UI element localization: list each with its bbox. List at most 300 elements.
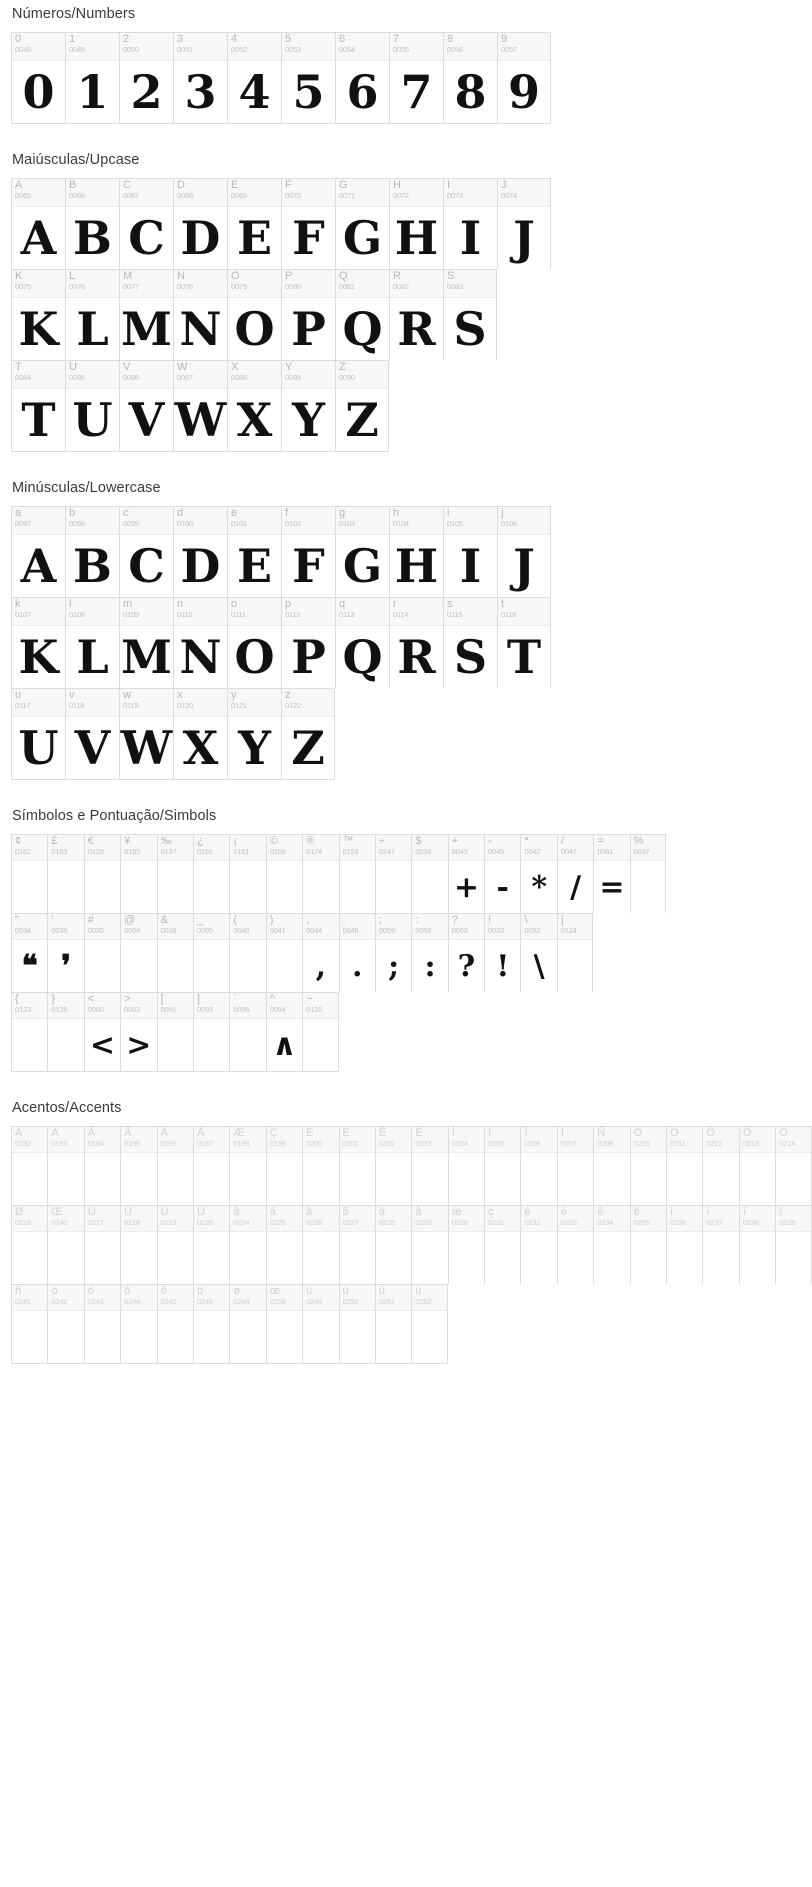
glyph-code-label: 0115 bbox=[447, 610, 463, 619]
glyph-code-label: 0128 bbox=[87, 847, 104, 856]
glyph-cell[interactable] bbox=[557, 1126, 593, 1205]
glyph-cell[interactable] bbox=[173, 269, 227, 360]
glyph-code-label: 0162 bbox=[15, 847, 31, 856]
glyph-preview: G bbox=[342, 539, 383, 593]
glyph-character-label: ú bbox=[342, 1285, 349, 1297]
glyph-character-label: [ bbox=[160, 993, 164, 1005]
glyph-character-label: ? bbox=[451, 914, 458, 926]
glyph-code-label: 0197 bbox=[196, 1139, 213, 1148]
glyph-code-label: 0191 bbox=[196, 847, 213, 856]
glyph-meta bbox=[120, 598, 173, 626]
glyph-cell[interactable] bbox=[389, 506, 443, 597]
glyph-cell[interactable] bbox=[11, 506, 65, 597]
glyph-cell[interactable] bbox=[557, 913, 593, 992]
glyph-cell[interactable] bbox=[229, 1126, 265, 1205]
glyph-code-label: 0198 bbox=[233, 1139, 250, 1148]
glyph-cell[interactable] bbox=[630, 1205, 666, 1284]
glyph-preview: M bbox=[121, 630, 172, 684]
glyph-code-label: 0242 bbox=[51, 1297, 68, 1306]
glyph-cell[interactable] bbox=[302, 1126, 338, 1205]
glyph-character-label: Æ bbox=[233, 1127, 245, 1139]
glyph-cell[interactable] bbox=[411, 1205, 447, 1284]
glyph-cell[interactable] bbox=[775, 1126, 811, 1205]
glyph-cell[interactable] bbox=[389, 269, 443, 360]
glyph-cell[interactable] bbox=[120, 1126, 156, 1205]
glyph-meta bbox=[230, 835, 265, 861]
glyph-code-label: 0114 bbox=[393, 610, 409, 619]
glyph-meta bbox=[340, 1206, 375, 1232]
glyph-cell[interactable] bbox=[227, 597, 281, 688]
glyph-code-label: 0089 bbox=[285, 373, 301, 382]
glyph-preview bbox=[631, 1232, 666, 1284]
glyph-code-label: 0203 bbox=[415, 1139, 432, 1148]
glyph-cell[interactable] bbox=[65, 178, 119, 269]
glyph-cell[interactable] bbox=[11, 269, 65, 360]
glyph-cell[interactable] bbox=[411, 1284, 447, 1364]
glyph-cell[interactable] bbox=[335, 360, 389, 452]
glyph-cell[interactable] bbox=[84, 834, 120, 913]
glyph-cell[interactable] bbox=[411, 834, 447, 913]
glyph-cell[interactable] bbox=[229, 992, 265, 1072]
glyph-code-label: 0111 bbox=[231, 610, 246, 619]
glyph-cell[interactable] bbox=[389, 178, 443, 269]
glyph-cell[interactable] bbox=[339, 1126, 375, 1205]
glyph-cell[interactable] bbox=[11, 32, 65, 124]
glyph-cell[interactable] bbox=[157, 1126, 193, 1205]
glyph-cell[interactable] bbox=[411, 1126, 447, 1205]
glyph-character-label: ì bbox=[670, 1206, 674, 1218]
glyph-cell[interactable] bbox=[84, 1284, 120, 1364]
glyph-cell[interactable] bbox=[335, 506, 389, 597]
glyph-cell[interactable] bbox=[266, 992, 302, 1072]
glyph-cell[interactable] bbox=[443, 32, 497, 124]
glyph-cell[interactable] bbox=[119, 688, 173, 780]
glyph-character-label: æ bbox=[451, 1206, 462, 1218]
glyph-meta bbox=[390, 179, 443, 207]
glyph-cell[interactable] bbox=[65, 32, 119, 124]
glyph-meta bbox=[12, 1127, 47, 1153]
glyph-meta bbox=[230, 1285, 265, 1311]
glyph-preview: R bbox=[397, 302, 436, 356]
glyph-cell[interactable] bbox=[302, 992, 338, 1072]
glyph-meta bbox=[120, 270, 173, 298]
glyph-preview bbox=[521, 1153, 556, 1205]
glyph-cell[interactable] bbox=[173, 688, 227, 780]
glyph-cell[interactable] bbox=[666, 1126, 702, 1205]
glyph-cell[interactable] bbox=[65, 597, 119, 688]
glyph-cell[interactable] bbox=[593, 1205, 629, 1284]
glyph-meta bbox=[121, 1206, 156, 1232]
glyph-meta bbox=[521, 914, 556, 940]
glyph-cell[interactable] bbox=[11, 992, 47, 1072]
glyph-meta bbox=[174, 270, 227, 298]
glyph-cell[interactable] bbox=[11, 913, 47, 992]
glyph-cell[interactable] bbox=[339, 1284, 375, 1364]
glyph-cell[interactable] bbox=[775, 1205, 811, 1284]
glyph-code-label: 0100 bbox=[177, 519, 193, 528]
glyph-meta bbox=[703, 1206, 738, 1232]
glyph-preview: ❝ bbox=[21, 948, 38, 984]
glyph-cell[interactable] bbox=[173, 178, 227, 269]
glyph-cell[interactable] bbox=[335, 269, 389, 360]
glyph-cell[interactable] bbox=[84, 1126, 120, 1205]
glyph-cell[interactable] bbox=[666, 1205, 702, 1284]
glyph-preview: , bbox=[315, 948, 327, 984]
glyph-code-label: 0110 bbox=[177, 610, 193, 619]
glyph-preview bbox=[703, 1153, 738, 1205]
glyph-code-label: 0081 bbox=[339, 282, 355, 291]
glyph-cell[interactable] bbox=[157, 913, 193, 992]
glyph-meta bbox=[120, 179, 173, 207]
glyph-meta bbox=[12, 1285, 47, 1311]
glyph-cell[interactable] bbox=[266, 1205, 302, 1284]
glyph-cell[interactable] bbox=[157, 1205, 193, 1284]
glyph-code-label: 0055 bbox=[393, 45, 409, 54]
glyph-cell[interactable] bbox=[157, 992, 193, 1072]
glyph-cell[interactable] bbox=[302, 1205, 338, 1284]
glyph-code-label: 0045 bbox=[488, 847, 504, 856]
glyph-cell[interactable] bbox=[227, 360, 281, 452]
glyph-cell[interactable] bbox=[448, 1126, 484, 1205]
glyph-cell[interactable] bbox=[229, 1205, 265, 1284]
glyph-cell[interactable] bbox=[739, 1205, 775, 1284]
glyph-cell[interactable] bbox=[281, 32, 335, 124]
glyph-cell[interactable] bbox=[11, 834, 47, 913]
glyph-cell[interactable] bbox=[448, 913, 484, 992]
glyph-cell[interactable] bbox=[157, 834, 193, 913]
glyph-cell[interactable] bbox=[119, 178, 173, 269]
glyph-meta bbox=[158, 835, 193, 861]
glyph-cell[interactable] bbox=[119, 597, 173, 688]
glyph-cell[interactable] bbox=[119, 360, 173, 452]
glyph-meta bbox=[336, 507, 389, 535]
glyph-cell[interactable] bbox=[484, 834, 520, 913]
glyph-cell[interactable] bbox=[448, 834, 484, 913]
glyph-cell[interactable] bbox=[375, 834, 411, 913]
glyph-cell[interactable] bbox=[302, 1284, 338, 1364]
glyph-meta bbox=[444, 179, 497, 207]
glyph-code-label: 0068 bbox=[177, 191, 193, 200]
glyph-cell[interactable] bbox=[193, 1126, 229, 1205]
glyph-meta bbox=[412, 914, 447, 940]
glyph-preview: 8 bbox=[454, 65, 487, 119]
glyph-code-label: 0061 bbox=[597, 847, 614, 856]
glyph-code-label: 0238 bbox=[742, 1218, 759, 1227]
glyph-cell[interactable] bbox=[375, 1126, 411, 1205]
glyph-cell[interactable] bbox=[281, 688, 335, 780]
glyph-cell[interactable] bbox=[739, 1126, 775, 1205]
glyph-meta bbox=[558, 1206, 593, 1232]
glyph-code-label: 0196 bbox=[160, 1139, 177, 1148]
glyph-code-label: 0065 bbox=[15, 191, 31, 200]
glyph-cell[interactable] bbox=[120, 1284, 156, 1364]
glyph-cell[interactable] bbox=[389, 597, 443, 688]
glyph-cell[interactable] bbox=[281, 597, 335, 688]
glyph-meta bbox=[158, 914, 193, 940]
glyph-character-label: Õ bbox=[742, 1127, 752, 1139]
glyph-cell[interactable] bbox=[11, 1205, 47, 1284]
glyph-cell[interactable] bbox=[593, 1126, 629, 1205]
glyph-cell[interactable] bbox=[335, 597, 389, 688]
glyph-cell[interactable] bbox=[443, 597, 497, 688]
glyph-preview: K bbox=[18, 630, 59, 684]
glyph-cell[interactable] bbox=[302, 913, 338, 992]
glyph-character-label: Á bbox=[51, 1127, 59, 1139]
glyph-meta bbox=[558, 1127, 593, 1153]
glyph-meta bbox=[194, 1127, 229, 1153]
glyph-cell[interactable] bbox=[11, 178, 65, 269]
glyph-cell[interactable] bbox=[389, 32, 443, 124]
glyph-row bbox=[11, 1284, 448, 1364]
glyph-meta bbox=[121, 1127, 156, 1153]
glyph-section bbox=[0, 146, 661, 452]
glyph-meta bbox=[194, 1206, 229, 1232]
glyph-meta bbox=[158, 1285, 193, 1311]
glyph-cell[interactable] bbox=[65, 688, 119, 780]
glyph-cell[interactable] bbox=[47, 992, 83, 1072]
glyph-cell[interactable] bbox=[702, 1205, 738, 1284]
glyph-grid bbox=[0, 178, 661, 452]
glyph-cell[interactable] bbox=[193, 913, 229, 992]
glyph-cell[interactable] bbox=[281, 178, 335, 269]
glyph-cell[interactable] bbox=[119, 506, 173, 597]
glyph-cell[interactable] bbox=[227, 178, 281, 269]
glyph-cell[interactable] bbox=[11, 360, 65, 452]
glyph-cell[interactable] bbox=[173, 32, 227, 124]
glyph-meta bbox=[48, 1206, 83, 1232]
glyph-cell[interactable] bbox=[443, 269, 497, 360]
glyph-cell[interactable] bbox=[339, 913, 375, 992]
glyph-cell[interactable] bbox=[448, 1205, 484, 1284]
glyph-preview bbox=[48, 1153, 83, 1205]
glyph-character-label: l bbox=[69, 598, 72, 610]
glyph-preview bbox=[121, 940, 156, 992]
glyph-meta bbox=[174, 179, 227, 207]
glyph-cell[interactable] bbox=[11, 688, 65, 780]
glyph-meta bbox=[267, 914, 302, 940]
glyph-cell[interactable] bbox=[484, 1126, 520, 1205]
glyph-cell[interactable] bbox=[227, 32, 281, 124]
glyph-code-label: 0039 bbox=[51, 926, 68, 935]
glyph-cell[interactable] bbox=[11, 1284, 47, 1364]
glyph-meta bbox=[85, 993, 120, 1019]
glyph-cell[interactable] bbox=[47, 1126, 83, 1205]
glyph-code-label: 0060 bbox=[87, 1005, 104, 1014]
glyph-character-label: & bbox=[160, 914, 168, 926]
section-title: Números/Numbers bbox=[12, 6, 136, 22]
glyph-cell[interactable] bbox=[497, 506, 551, 597]
glyph-character-label: F bbox=[285, 179, 292, 191]
glyph-cell[interactable] bbox=[157, 1284, 193, 1364]
glyph-cell[interactable] bbox=[47, 834, 83, 913]
glyph-cell[interactable] bbox=[193, 1205, 229, 1284]
glyph-cell[interactable] bbox=[593, 834, 629, 913]
glyph-cell[interactable] bbox=[557, 1205, 593, 1284]
glyph-cell[interactable] bbox=[227, 688, 281, 780]
glyph-code-label: 0241 bbox=[15, 1297, 31, 1306]
glyph-preview: J bbox=[513, 211, 535, 265]
glyph-cell[interactable] bbox=[229, 834, 265, 913]
glyph-cell[interactable] bbox=[339, 1205, 375, 1284]
glyph-cell[interactable] bbox=[302, 834, 338, 913]
glyph-cell[interactable] bbox=[119, 269, 173, 360]
glyph-cell[interactable] bbox=[11, 1126, 47, 1205]
glyph-character-label: K bbox=[15, 270, 23, 282]
glyph-cell[interactable] bbox=[266, 1126, 302, 1205]
glyph-cell[interactable] bbox=[375, 913, 411, 992]
glyph-cell[interactable] bbox=[520, 834, 556, 913]
glyph-cell[interactable] bbox=[497, 178, 551, 269]
glyph-meta bbox=[66, 270, 119, 298]
glyph-preview: O bbox=[234, 302, 275, 356]
glyph-code-label: 0117 bbox=[15, 701, 31, 710]
glyph-character-label: D bbox=[177, 179, 185, 191]
glyph-character-label: R bbox=[393, 270, 401, 282]
glyph-meta bbox=[48, 993, 83, 1019]
glyph-preview bbox=[376, 1311, 411, 1363]
glyph-code-label: 0249 bbox=[306, 1297, 323, 1306]
glyph-cell[interactable] bbox=[84, 913, 120, 992]
glyph-character-label: ü bbox=[415, 1285, 422, 1297]
glyph-cell[interactable] bbox=[47, 913, 83, 992]
glyph-cell[interactable] bbox=[443, 178, 497, 269]
glyph-cell[interactable] bbox=[630, 1126, 666, 1205]
glyph-cell[interactable] bbox=[335, 32, 389, 124]
glyph-character-label: > bbox=[124, 993, 131, 1005]
glyph-cell[interactable] bbox=[484, 1205, 520, 1284]
glyph-meta bbox=[594, 1206, 629, 1232]
glyph-character-label: Œ bbox=[51, 1206, 63, 1218]
glyph-cell[interactable] bbox=[173, 360, 227, 452]
glyph-cell[interactable] bbox=[227, 506, 281, 597]
glyph-meta bbox=[12, 993, 47, 1019]
glyph-character-label: c bbox=[123, 507, 129, 519]
glyph-cell[interactable] bbox=[120, 913, 156, 992]
glyph-character-label: £ bbox=[51, 835, 58, 847]
glyph-preview: N bbox=[179, 630, 222, 684]
glyph-cell[interactable] bbox=[443, 506, 497, 597]
glyph-character-label: û bbox=[378, 1285, 386, 1297]
glyph-character-label: ¥ bbox=[124, 835, 131, 847]
glyph-character-label: ã bbox=[342, 1206, 349, 1218]
glyph-cell[interactable] bbox=[266, 834, 302, 913]
glyph-cell[interactable] bbox=[702, 1126, 738, 1205]
glyph-cell[interactable] bbox=[120, 992, 156, 1072]
glyph-meta bbox=[230, 1206, 265, 1232]
glyph-cell[interactable] bbox=[335, 178, 389, 269]
glyph-code-label: 0219 bbox=[160, 1218, 177, 1227]
glyph-cell[interactable] bbox=[281, 360, 335, 452]
glyph-cell[interactable] bbox=[65, 269, 119, 360]
glyph-cell[interactable] bbox=[266, 913, 302, 992]
glyph-cell[interactable] bbox=[65, 506, 119, 597]
glyph-code-label: 0054 bbox=[339, 45, 355, 54]
glyph-meta bbox=[158, 1206, 193, 1232]
glyph-cell[interactable] bbox=[375, 1284, 411, 1364]
glyph-cell[interactable] bbox=[11, 597, 65, 688]
glyph-cell[interactable] bbox=[119, 32, 173, 124]
glyph-character-label: $ bbox=[415, 835, 422, 847]
glyph-code-label: 0106 bbox=[501, 519, 517, 528]
glyph-cell[interactable] bbox=[47, 1284, 83, 1364]
glyph-code-label: 0086 bbox=[123, 373, 139, 382]
glyph-code-label: 0078 bbox=[177, 282, 193, 291]
glyph-cell[interactable] bbox=[193, 1284, 229, 1364]
glyph-cell[interactable] bbox=[520, 1205, 556, 1284]
glyph-cell[interactable] bbox=[630, 834, 666, 913]
glyph-cell[interactable] bbox=[339, 834, 375, 913]
glyph-preview: T bbox=[506, 630, 542, 684]
glyph-code-label: 0234 bbox=[597, 1218, 614, 1227]
glyph-code-label: 0235 bbox=[633, 1218, 650, 1227]
glyph-code-label: 0075 bbox=[15, 282, 31, 291]
glyph-meta bbox=[558, 835, 593, 861]
glyph-cell[interactable] bbox=[375, 1205, 411, 1284]
glyph-cell[interactable] bbox=[266, 1284, 302, 1364]
glyph-preview: K bbox=[18, 302, 59, 356]
glyph-cell[interactable] bbox=[520, 1126, 556, 1205]
glyph-code-label: 0097 bbox=[15, 519, 31, 528]
glyph-cell[interactable] bbox=[229, 1284, 265, 1364]
glyph-cell[interactable] bbox=[281, 506, 335, 597]
glyph-meta bbox=[121, 993, 156, 1019]
glyph-cell[interactable] bbox=[120, 834, 156, 913]
glyph-cell[interactable] bbox=[173, 597, 227, 688]
glyph-code-label: 0195 bbox=[124, 1139, 141, 1148]
glyph-cell[interactable] bbox=[497, 597, 551, 688]
glyph-meta bbox=[230, 993, 265, 1019]
glyph-cell[interactable] bbox=[281, 269, 335, 360]
glyph-cell[interactable] bbox=[47, 1205, 83, 1284]
glyph-meta bbox=[303, 835, 338, 861]
glyph-meta bbox=[376, 1206, 411, 1232]
glyph-character-label: ä bbox=[378, 1206, 386, 1218]
glyph-cell[interactable] bbox=[173, 506, 227, 597]
glyph-cell[interactable] bbox=[84, 992, 120, 1072]
glyph-cell[interactable] bbox=[484, 913, 520, 992]
glyph-code-label: 0229 bbox=[415, 1218, 432, 1227]
glyph-preview: N bbox=[179, 302, 222, 356]
glyph-cell[interactable] bbox=[65, 360, 119, 452]
glyph-cell[interactable] bbox=[411, 913, 447, 992]
glyph-preview bbox=[340, 1153, 375, 1205]
glyph-meta bbox=[498, 507, 550, 535]
section-title: Acentos/Accents bbox=[12, 1100, 122, 1116]
glyph-cell[interactable] bbox=[557, 834, 593, 913]
glyph-code-label: 0119 bbox=[123, 701, 139, 710]
glyph-preview: . bbox=[351, 948, 363, 984]
glyph-preview: O bbox=[234, 630, 275, 684]
glyph-character-label: { bbox=[15, 993, 19, 1005]
glyph-cell[interactable] bbox=[84, 1205, 120, 1284]
glyph-character-label: V bbox=[123, 361, 131, 373]
glyph-character-label: ó bbox=[87, 1285, 94, 1297]
glyph-cell[interactable] bbox=[227, 269, 281, 360]
glyph-cell[interactable] bbox=[193, 992, 229, 1072]
glyph-character-label: ê bbox=[597, 1206, 604, 1218]
glyph-section bbox=[0, 474, 661, 780]
glyph-character-label: U bbox=[69, 361, 77, 373]
glyph-character-label: Ï bbox=[560, 1127, 564, 1139]
glyph-cell[interactable] bbox=[229, 913, 265, 992]
glyph-cell[interactable] bbox=[193, 834, 229, 913]
glyph-meta bbox=[449, 835, 484, 861]
glyph-code-label: 0050 bbox=[123, 45, 139, 54]
glyph-cell[interactable] bbox=[520, 913, 556, 992]
glyph-cell[interactable] bbox=[120, 1205, 156, 1284]
glyph-character-label: Â bbox=[87, 1127, 96, 1139]
glyph-cell[interactable] bbox=[497, 32, 551, 124]
